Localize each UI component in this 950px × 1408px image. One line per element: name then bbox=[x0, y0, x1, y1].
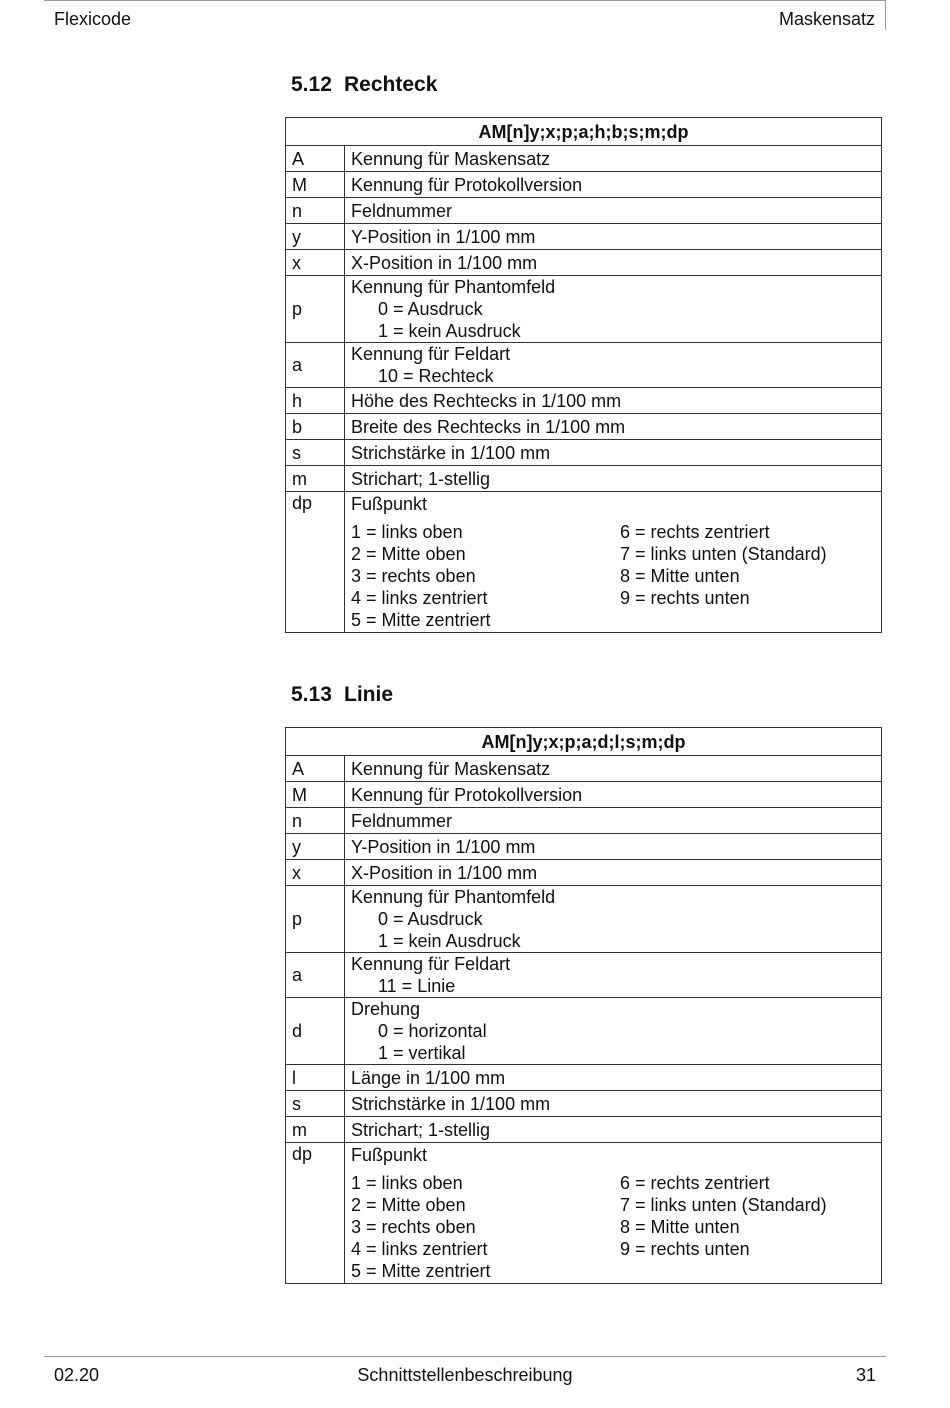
parameter-key: d bbox=[286, 998, 345, 1065]
description-line: Kennung für Protokollversion bbox=[351, 174, 583, 195]
description-line: Feldnummer bbox=[351, 200, 453, 221]
description-line: Höhe des Rechtecks in 1/100 mm bbox=[351, 390, 622, 411]
description-line: Strichstärke in 1/100 mm bbox=[351, 1093, 551, 1114]
parameter-description bbox=[345, 860, 882, 886]
parameter-description bbox=[345, 1065, 882, 1091]
fusspunkt-option: 9 = rechts unten bbox=[620, 1239, 750, 1259]
parameter-row bbox=[286, 198, 882, 224]
parameter-key: dp bbox=[286, 492, 345, 633]
option-line: 0 = Ausdruck bbox=[378, 909, 483, 929]
syntax-row bbox=[286, 728, 882, 756]
parameter-description bbox=[345, 343, 882, 388]
parameter-key: y bbox=[286, 224, 345, 250]
description-line: Y-Position in 1/100 mm bbox=[351, 836, 536, 857]
fusspunkt-option: 7 = links unten (Standard) bbox=[620, 544, 827, 564]
parameter-row bbox=[286, 414, 882, 440]
description-line: Fußpunkt bbox=[351, 494, 428, 514]
section-number: 5.12 bbox=[291, 73, 332, 96]
parameter-row bbox=[286, 440, 882, 466]
parameter-row bbox=[286, 953, 882, 998]
parameter-key: M bbox=[286, 782, 345, 808]
fusspunkt-column-left bbox=[351, 1172, 620, 1282]
parameter-description bbox=[345, 886, 882, 953]
parameter-description bbox=[345, 492, 882, 633]
parameter-description bbox=[345, 146, 882, 172]
section-heading: Rechteck bbox=[344, 73, 438, 96]
parameter-description bbox=[345, 834, 882, 860]
parameter-key: n bbox=[286, 198, 345, 224]
option-line: 1 = vertikal bbox=[378, 1043, 466, 1063]
syntax-row bbox=[286, 118, 882, 146]
description-line: Kennung für Phantomfeld bbox=[351, 277, 556, 297]
parameter-row bbox=[286, 146, 882, 172]
description-line: Kennung für Protokollversion bbox=[351, 784, 583, 805]
fusspunkt-option: 5 = Mitte zentriert bbox=[351, 1261, 491, 1281]
parameter-row bbox=[286, 998, 882, 1065]
parameter-key: p bbox=[286, 276, 345, 343]
page-footer bbox=[44, 1356, 886, 1396]
option-line: 1 = kein Ausdruck bbox=[378, 321, 521, 341]
description-line: Kennung für Feldart bbox=[351, 344, 511, 364]
parameter-table-linie bbox=[285, 727, 882, 1284]
option-line: 10 = Rechteck bbox=[378, 366, 494, 386]
parameter-description bbox=[345, 276, 882, 343]
description-line: Drehung bbox=[351, 999, 421, 1019]
parameter-key: m bbox=[286, 466, 345, 492]
fusspunkt-option: 8 = Mitte unten bbox=[620, 1217, 740, 1237]
parameter-row-dp bbox=[286, 492, 882, 633]
description-line: Länge in 1/100 mm bbox=[351, 1067, 506, 1088]
parameter-description bbox=[345, 1091, 882, 1117]
syntax-string: AM[n]y;x;p;a;h;b;s;m;dp bbox=[286, 118, 882, 146]
parameter-row bbox=[286, 1091, 882, 1117]
parameter-description bbox=[345, 808, 882, 834]
fusspunkt-option: 8 = Mitte unten bbox=[620, 566, 740, 586]
option-line: 11 = Linie bbox=[378, 976, 456, 996]
parameter-description bbox=[345, 756, 882, 782]
parameter-row bbox=[286, 466, 882, 492]
fusspunkt-column-left bbox=[351, 521, 620, 631]
fusspunkt-option: 1 = links oben bbox=[351, 522, 463, 542]
parameter-key: s bbox=[286, 440, 345, 466]
fusspunkt-column-right bbox=[620, 1172, 881, 1282]
description-line: Kennung für Phantomfeld bbox=[351, 887, 556, 907]
parameter-key: s bbox=[286, 1091, 345, 1117]
description-line: Y-Position in 1/100 mm bbox=[351, 226, 536, 247]
parameter-description bbox=[345, 998, 882, 1065]
fusspunkt-options bbox=[351, 1172, 881, 1282]
option-line: 1 = kein Ausdruck bbox=[378, 931, 521, 951]
parameter-key: y bbox=[286, 834, 345, 860]
parameter-key: M bbox=[286, 172, 345, 198]
parameter-key: x bbox=[286, 250, 345, 276]
parameter-key: A bbox=[286, 756, 345, 782]
parameter-key: l bbox=[286, 1065, 345, 1091]
parameter-row bbox=[286, 250, 882, 276]
footer-document-title: Schnittstellenbeschreibung bbox=[357, 1365, 573, 1385]
section-heading: Linie bbox=[344, 683, 394, 706]
parameter-row bbox=[286, 388, 882, 414]
parameter-row bbox=[286, 276, 882, 343]
parameter-description bbox=[345, 440, 882, 466]
parameter-description bbox=[345, 782, 882, 808]
parameter-key: a bbox=[286, 343, 345, 388]
description-line: Kennung für Feldart bbox=[351, 954, 511, 974]
fusspunkt-option: 5 = Mitte zentriert bbox=[351, 610, 491, 630]
parameter-row bbox=[286, 860, 882, 886]
description-line: Kennung für Maskensatz bbox=[351, 148, 551, 169]
description-line: X-Position in 1/100 mm bbox=[351, 862, 538, 883]
section-title-rechteck bbox=[291, 73, 437, 97]
parameter-row bbox=[286, 224, 882, 250]
description-line: Kennung für Maskensatz bbox=[351, 758, 551, 779]
parameter-table-rechteck bbox=[285, 117, 882, 633]
parameter-key: dp bbox=[286, 1143, 345, 1284]
fusspunkt-option: 9 = rechts unten bbox=[620, 588, 750, 608]
syntax-string: AM[n]y;x;p;a;d;l;s;m;dp bbox=[286, 728, 882, 756]
parameter-description bbox=[345, 224, 882, 250]
parameter-row bbox=[286, 1065, 882, 1091]
fusspunkt-option: 6 = rechts zentriert bbox=[620, 1173, 770, 1193]
description-line: Fußpunkt bbox=[351, 1145, 428, 1165]
fusspunkt-option: 3 = rechts oben bbox=[351, 566, 476, 586]
parameter-row bbox=[286, 886, 882, 953]
description-line: Strichstärke in 1/100 mm bbox=[351, 442, 551, 463]
parameter-row-dp bbox=[286, 1143, 882, 1284]
fusspunkt-option: 6 = rechts zentriert bbox=[620, 522, 770, 542]
parameter-description bbox=[345, 466, 882, 492]
section-title-linie bbox=[291, 683, 393, 707]
fusspunkt-option: 4 = links zentriert bbox=[351, 588, 488, 608]
parameter-row bbox=[286, 343, 882, 388]
parameter-key: A bbox=[286, 146, 345, 172]
parameter-row bbox=[286, 172, 882, 198]
parameter-description bbox=[345, 953, 882, 998]
header-product-name: Flexicode bbox=[54, 9, 132, 29]
footer-version: 02.20 bbox=[54, 1365, 100, 1385]
parameter-key: h bbox=[286, 388, 345, 414]
parameter-description bbox=[345, 414, 882, 440]
header-chapter-name: Maskensatz bbox=[778, 9, 875, 29]
parameter-row bbox=[286, 808, 882, 834]
parameter-key: x bbox=[286, 860, 345, 886]
fusspunkt-option: 2 = Mitte oben bbox=[351, 1195, 466, 1215]
fusspunkt-option: 1 = links oben bbox=[351, 1173, 463, 1193]
parameter-description bbox=[345, 1117, 882, 1143]
fusspunkt-option: 2 = Mitte oben bbox=[351, 544, 466, 564]
description-line: Strichart; 1-stellig bbox=[351, 468, 491, 489]
fusspunkt-option: 7 = links unten (Standard) bbox=[620, 1195, 827, 1215]
footer-page-number: 31 bbox=[855, 1365, 876, 1385]
description-line: Feldnummer bbox=[351, 810, 453, 831]
option-line: 0 = Ausdruck bbox=[378, 299, 483, 319]
description-line: Strichart; 1-stellig bbox=[351, 1119, 491, 1140]
parameter-description bbox=[345, 250, 882, 276]
parameter-key: m bbox=[286, 1117, 345, 1143]
fusspunkt-column-right bbox=[620, 521, 881, 631]
parameter-description bbox=[345, 198, 882, 224]
page-header bbox=[44, 0, 886, 30]
parameter-description bbox=[345, 1143, 882, 1284]
fusspunkt-options bbox=[351, 521, 881, 631]
parameter-description bbox=[345, 172, 882, 198]
parameter-key: p bbox=[286, 886, 345, 953]
parameter-row bbox=[286, 834, 882, 860]
parameter-description bbox=[345, 388, 882, 414]
fusspunkt-option: 4 = links zentriert bbox=[351, 1239, 488, 1259]
parameter-key: n bbox=[286, 808, 345, 834]
parameter-row bbox=[286, 782, 882, 808]
description-line: X-Position in 1/100 mm bbox=[351, 252, 538, 273]
description-line: Breite des Rechtecks in 1/100 mm bbox=[351, 416, 626, 437]
parameter-key: b bbox=[286, 414, 345, 440]
section-number: 5.13 bbox=[291, 683, 332, 706]
parameter-row bbox=[286, 1117, 882, 1143]
parameter-row bbox=[286, 756, 882, 782]
parameter-key: a bbox=[286, 953, 345, 998]
option-line: 0 = horizontal bbox=[378, 1021, 487, 1041]
fusspunkt-option: 3 = rechts oben bbox=[351, 1217, 476, 1237]
